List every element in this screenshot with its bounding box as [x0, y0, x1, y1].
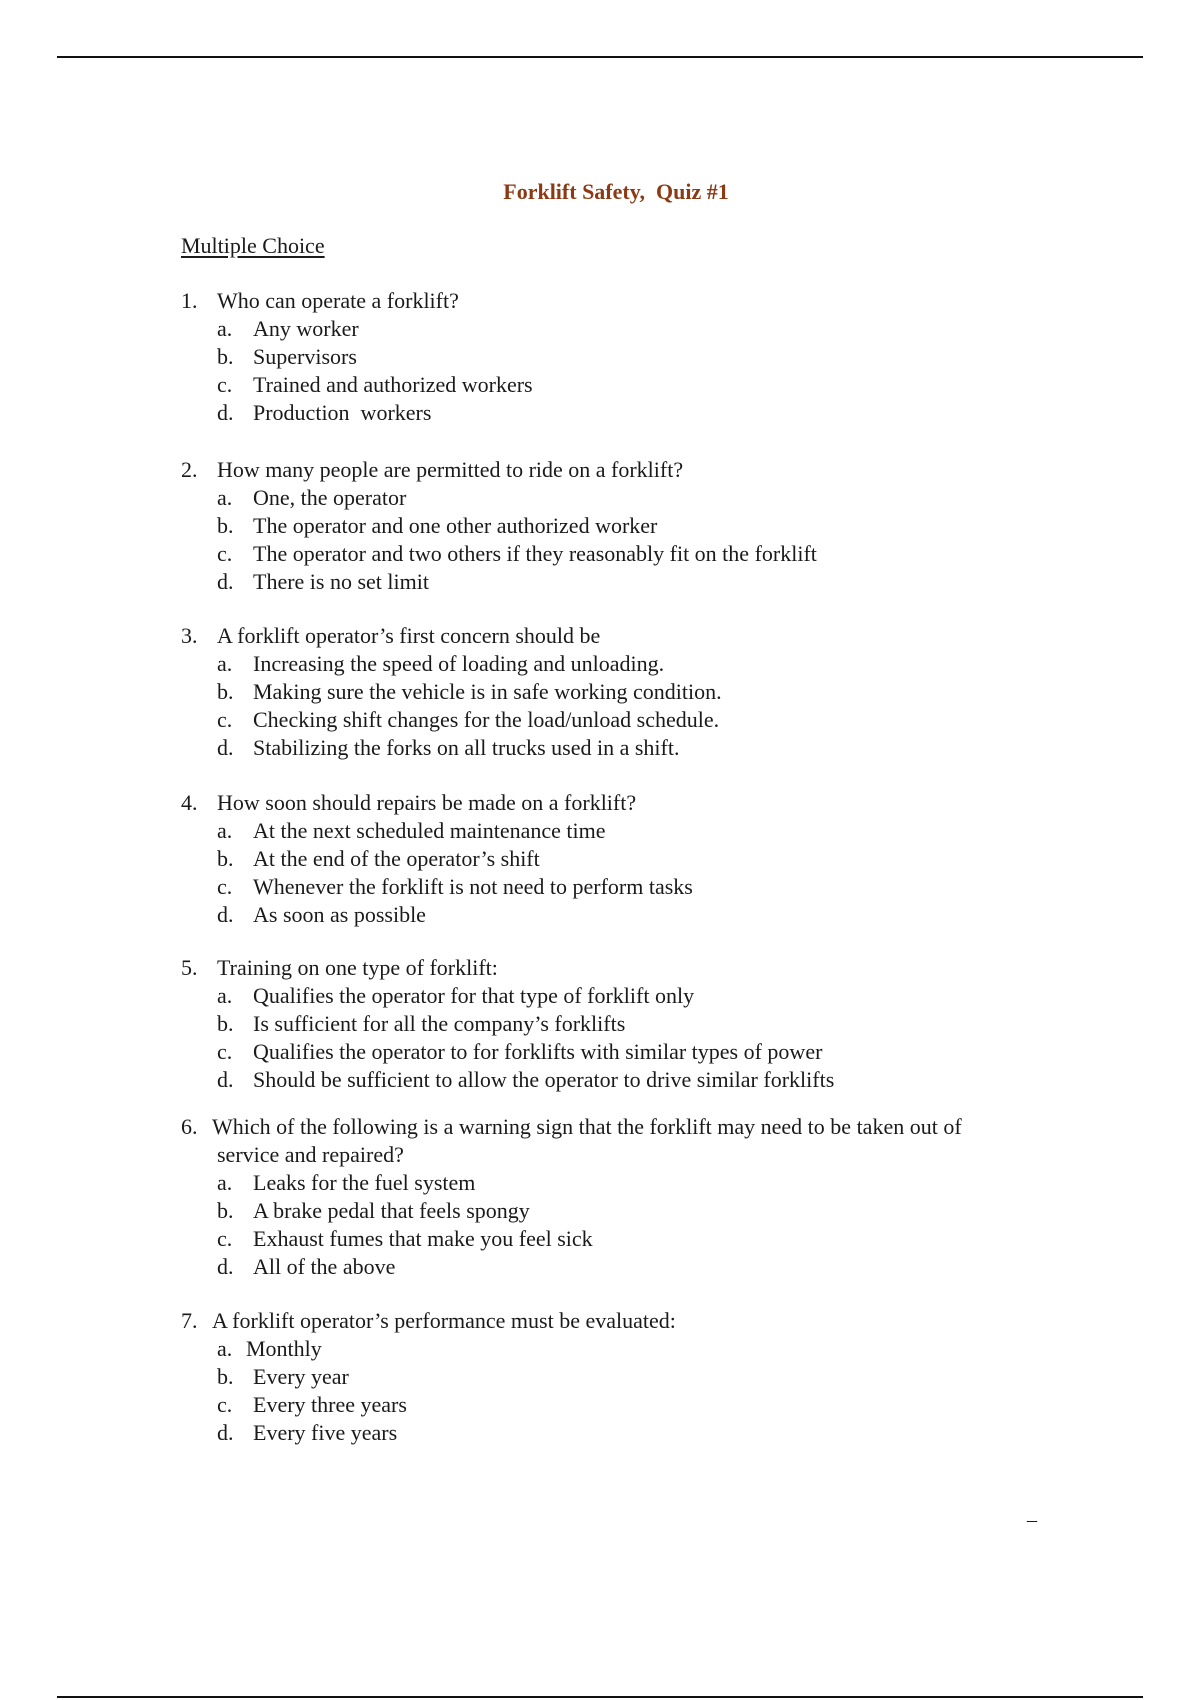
bottom-rule — [57, 1696, 1143, 1698]
option-letter: b. — [217, 513, 234, 538]
option-letter: d. — [217, 1254, 234, 1279]
option-letter: a. — [217, 651, 233, 676]
option-text: There is no set limit — [253, 569, 429, 594]
option-text: Every five years — [253, 1420, 398, 1445]
option-d — [217, 901, 1081, 929]
section-heading: Multiple Choice — [181, 233, 325, 258]
option-b — [217, 343, 1081, 371]
option-letter: c. — [217, 874, 233, 899]
question-number: 5. — [181, 955, 198, 980]
option-c — [217, 540, 1081, 568]
option-text: Is sufficient for all the company’s forklifts — [253, 1011, 626, 1036]
option-text: Checking shift changes for the load/unload schedule. — [253, 707, 720, 732]
question-text: Which of the following is a warning sign that the forklift may need to be taken out of — [212, 1114, 962, 1139]
option-letter: c. — [217, 1392, 233, 1417]
option-a — [217, 1169, 1081, 1197]
question-text: Training on one type of forklift: — [217, 955, 498, 980]
option-text: Whenever the forklift is not need to perform tasks — [253, 874, 693, 899]
question-text: A forklift operator’s performance must be evaluated: — [212, 1308, 676, 1333]
question-number: 4. — [181, 790, 198, 815]
question-4 — [181, 789, 1081, 929]
option-text: Every three years — [253, 1392, 407, 1417]
option-text: All of the above — [253, 1254, 396, 1279]
option-b — [217, 1197, 1081, 1225]
question-7 — [181, 1307, 1081, 1447]
option-text: At the end of the operator’s shift — [253, 846, 540, 871]
option-letter: b. — [217, 846, 234, 871]
question-number: 3. — [181, 623, 198, 648]
option-c — [217, 1391, 1081, 1419]
option-text: Exhaust fumes that make you feel sick — [253, 1226, 593, 1251]
option-a — [217, 484, 1081, 512]
option-list — [181, 1169, 1081, 1281]
option-text: One, the operator — [253, 485, 407, 510]
question-text-continued: service and repaired? — [217, 1142, 404, 1167]
option-text: Qualifies the operator to for forklifts with similar types of power — [253, 1039, 823, 1064]
option-c — [217, 706, 1081, 734]
option-text: Stabilizing the forks on all trucks used in a shift. — [253, 735, 680, 760]
option-a — [217, 650, 1081, 678]
option-letter: a. — [217, 1170, 233, 1195]
question-number: 1. — [181, 288, 198, 313]
option-list — [181, 982, 1081, 1094]
option-letter: d. — [217, 1420, 234, 1445]
option-letter: d. — [217, 569, 234, 594]
option-text: Every year — [253, 1364, 349, 1389]
question-number: 7. — [181, 1308, 198, 1333]
top-rule — [57, 56, 1143, 58]
option-text: Any worker — [253, 316, 359, 341]
question-5 — [181, 954, 1081, 1094]
option-letter: a. — [217, 818, 233, 843]
option-text: Qualifies the operator for that type of forklift only — [253, 983, 695, 1008]
option-d — [217, 399, 1081, 427]
question-1 — [181, 287, 1081, 427]
option-list — [181, 315, 1081, 427]
option-letter: d. — [217, 1067, 234, 1092]
option-letter: c. — [217, 707, 233, 732]
option-a — [217, 982, 1081, 1010]
option-c — [217, 1225, 1081, 1253]
option-letter: b. — [217, 1364, 234, 1389]
option-list — [181, 817, 1081, 929]
question-text: Who can operate a forklift? — [217, 288, 459, 313]
option-d — [217, 1066, 1081, 1094]
option-text: Increasing the speed of loading and unloading. — [253, 651, 665, 676]
option-d — [217, 1419, 1081, 1447]
option-text: Supervisors — [253, 344, 357, 369]
question-number: 6. — [181, 1114, 198, 1139]
option-a — [217, 817, 1081, 845]
option-text: Production workers — [253, 400, 432, 425]
option-letter: b. — [217, 1011, 234, 1036]
question-number: 2. — [181, 457, 198, 482]
option-text: The operator and two others if they reasonably fit on the forklift — [253, 541, 817, 566]
option-letter: b. — [217, 679, 234, 704]
option-d — [217, 568, 1081, 596]
option-letter: d. — [217, 735, 234, 760]
option-text: Trained and authorized workers — [253, 372, 533, 397]
option-list — [181, 484, 1081, 596]
option-b — [217, 678, 1081, 706]
option-letter: a. — [217, 983, 233, 1008]
option-letter: d. — [217, 902, 234, 927]
option-text: Leaks for the fuel system — [253, 1170, 476, 1195]
option-a — [217, 1335, 1081, 1363]
option-d — [217, 734, 1081, 762]
option-text: At the next scheduled maintenance time — [253, 818, 606, 843]
option-letter: a. — [217, 316, 233, 341]
option-b — [217, 1010, 1081, 1038]
option-c — [217, 873, 1081, 901]
option-c — [217, 1038, 1081, 1066]
option-list — [181, 650, 1081, 762]
option-letter: c. — [217, 372, 233, 397]
option-letter: c. — [217, 541, 233, 566]
option-b — [217, 512, 1081, 540]
option-letter: c. — [217, 1226, 233, 1251]
option-text: Making sure the vehicle is in safe working condition. — [253, 679, 722, 704]
option-b — [217, 845, 1081, 873]
option-letter: a. — [217, 485, 233, 510]
option-text: As soon as possible — [253, 902, 426, 927]
option-list — [181, 1335, 1081, 1447]
option-letter: b. — [217, 344, 234, 369]
question-2 — [181, 456, 1081, 596]
question-6 — [181, 1113, 1081, 1281]
question-text: How soon should repairs be made on a forklift? — [217, 790, 637, 815]
question-3 — [181, 622, 1081, 762]
option-letter: c. — [217, 1039, 233, 1064]
question-list — [181, 287, 1081, 1447]
option-d — [217, 1253, 1081, 1281]
option-text: The operator and one other authorized worker — [253, 513, 658, 538]
question-text: How many people are permitted to ride on a forklift? — [217, 457, 684, 482]
option-text: Should be sufficient to allow the operator to drive similar forklifts — [253, 1067, 835, 1092]
page-mark: – — [1027, 1509, 1037, 1531]
option-text: Monthly — [246, 1336, 322, 1361]
option-letter: d. — [217, 400, 234, 425]
option-letter: a. — [217, 1336, 233, 1361]
option-a — [217, 315, 1081, 343]
option-b — [217, 1363, 1081, 1391]
option-c — [217, 371, 1081, 399]
document-title: Forklift Safety, Quiz #1 — [503, 179, 729, 204]
option-text: A brake pedal that feels spongy — [253, 1198, 530, 1223]
question-text: A forklift operator’s first concern should be — [217, 623, 601, 648]
option-letter: b. — [217, 1198, 234, 1223]
